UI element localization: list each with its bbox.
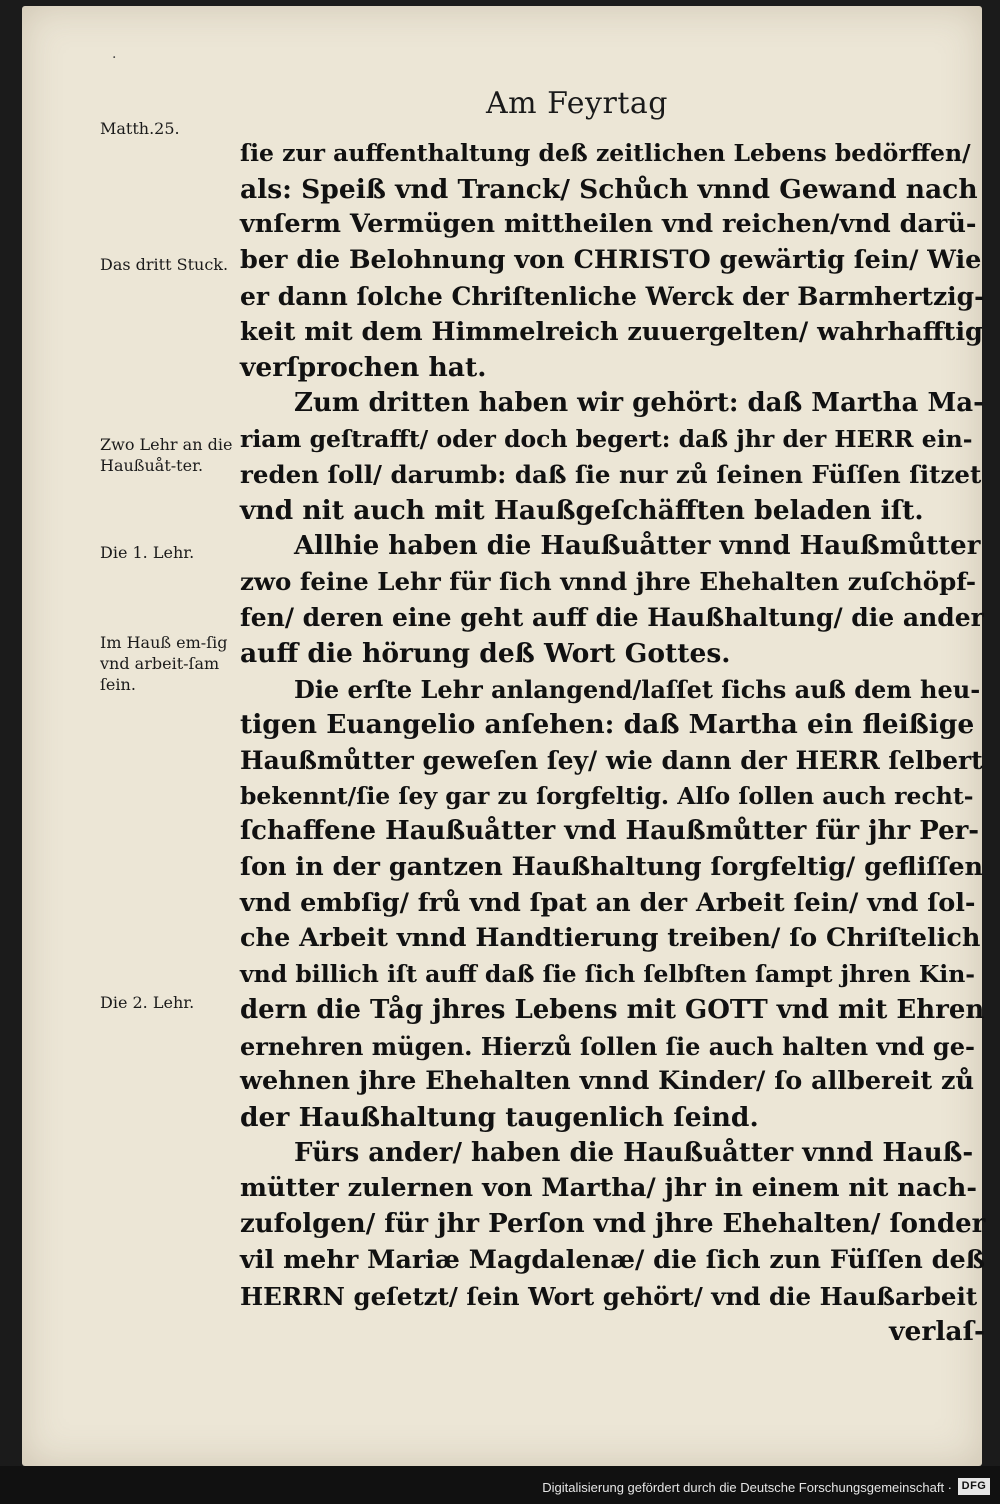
text-line: Zum dritten haben wir gehört: daß Martha Ma- [294,387,984,418]
text-line: vil mehr Mariæ Magdalenæ/ die ſich zun Füſſen deß [240,1244,986,1275]
text-line: vnd embſig/ frů vnd ſpat an der Arbeit ſein/ vnd ſol- [240,887,976,918]
text-line: Haußmůtter geweſen ſey/ wie dann der HERR ſelbert [240,745,983,775]
text-line: riam geſtrafft/ oder doch begert: daß jhr der HERR ein- [240,424,973,453]
text-line: reden ſoll/ darumb: daß ſie nur zů ſeinen Füſſen ſitzet [240,460,982,490]
footer-bar [0,1466,1000,1504]
text-line: dern die Tåg jhres Lebens mit GOTT vnd mit Ehren [240,994,985,1025]
text-line: keit mit dem Himmelreich zuuergelten/ wahrhafftig [240,316,983,347]
text-line: bekennt/ſie ſey gar zu ſorgfeltig. Alſo ſollen auch recht- [240,781,974,810]
text-line: tigen Euangelio anſehen: daß Martha ein fleißige [240,709,975,741]
ink-mark: · [112,50,117,66]
text-line: ſon in der gantzen Haußhaltung ſorgfeltig/ gefliſſen [240,852,984,883]
text-line: er dann ſolche Chriſtenliche Werck der Barmhertzig- [240,281,985,311]
text-line: Fürs ander/ haben die Haußuåtter vnnd Hauß- [294,1137,974,1168]
text-line: Allhie haben die Haußuåtter vnnd Haußmůtter [294,530,981,561]
text-line: auff die hörung deß Wort Gottes. [240,637,731,669]
text-line: HERRN geſetzt/ ſein Wort gehört/ vnd die Haußarbeit [240,1281,978,1311]
dfg-logo-icon: DFG [958,1478,990,1495]
text-line: zwo feine Lehr für ſich vnnd jhre Ehehalten zuſchöpf- [240,567,977,597]
catchword: verlaſ- [889,1316,985,1348]
text-line: ernehren mügen. Hierzů ſollen ſie auch halten vnd ge- [240,1031,975,1061]
text-line: vnd nit auch mit Haußgeſchäfften beladen iſt. [240,495,924,527]
margin-note: Matth.25. [100,119,180,138]
margin-note: Die 2. Lehr. [100,993,195,1012]
text-line: vnſerm Vermügen mittheilen vnd reichen/vnd darü- [240,209,977,240]
text-line: der Haußhaltung taugenlich ſeind. [240,1101,759,1133]
text-line: mütter zulernen von Martha/ jhr in einem nit nach- [240,1173,977,1204]
text-line: ber die Belohnung von CHRISTO gewärtig ſein/ Wie [240,245,982,276]
margin-note: Zwo Lehr an die Haußuåt-ter. [100,435,233,475]
body-text [240,136,985,1350]
text-line: fen/ deren eine geht auff die Haußhaltung/ die ander [240,603,984,633]
text-line: zufolgen/ für jhr Perſon vnd jhre Ehehalten/ ſonder [240,1209,986,1240]
running-head: Am Feyrtag [485,86,668,121]
book-page [22,6,986,1466]
text-line: ſie zur auffenthaltung deß zeitlichen Lebens bedörffen/ [240,139,971,167]
text-line: wehnen jhre Ehehalten vnnd Kinder/ ſo allbereit zů [240,1066,975,1097]
margin-note: Im Hauß em-ſig vnd arbeit-ſam ſein. [100,633,228,694]
text-line: che Arbeit vnnd Handtierung treiben/ ſo Chriſtelich [240,923,981,954]
text-line: als: Speiß vnd Tranck/ Schůch vnnd Gewand nach [240,173,978,205]
text-line: Die erſte Lehr anlangend/laſſet ſichs auß dem heu- [294,674,981,704]
margin-note: Das dritt Stuck. [100,255,229,274]
text-line: ſchaffene Haußuåtter vnd Haußmůtter für jhr Per- [240,816,980,847]
text-line: verſprochen hat. [240,352,487,384]
text-line: vnd billich iſt auff daß ſie ſich ſelbſten ſampt jhren Kin- [240,960,976,989]
margin-note: Die 1. Lehr. [100,543,195,562]
funding-notice: Digitalisierung gefördert durch die Deutsche Forschungsgemeinschaft · [542,1480,952,1495]
